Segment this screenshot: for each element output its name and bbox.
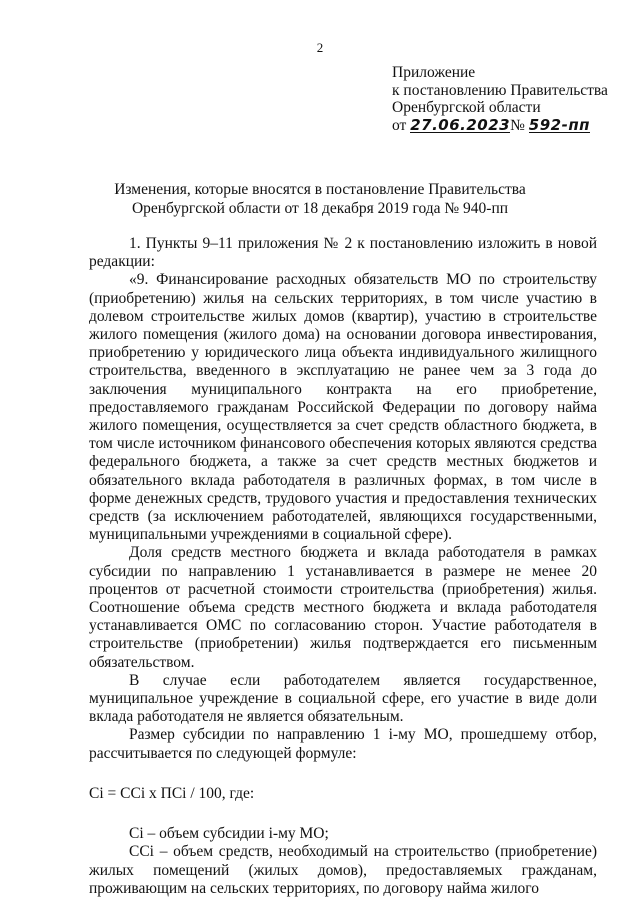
title-line-2: Оренбургской области от 18 декабря 2019 года № 940-пп: [131, 200, 509, 217]
paragraph-7: CCi – объем средств, необходимый на строительство (приобретение) жилых помещений (жилых домов), предоставляемых гражданам, проживающим на сельских территориях, по договору найма жилого: [89, 843, 597, 897]
handwritten-date: 27.06.2023: [410, 115, 511, 134]
number-prefix: №: [510, 116, 525, 134]
appendix-line-1: Приложение: [392, 64, 476, 81]
paragraph-1: 1. Пункты 9–11 приложения № 2 к постановлению изложить в новой редакции:: [89, 235, 597, 271]
appendix-block: [392, 64, 608, 134]
appendix-line-2: к постановлению Правительства: [392, 81, 608, 99]
paragraph-6: Ci – объем субсидии i-му МО;: [129, 825, 329, 843]
appendix-date-line: [392, 117, 608, 135]
appendix-line-3: Оренбургской области: [392, 99, 541, 116]
paragraph-4: В случае если работодателем является государственное, муниципальное учреждение в социальной сфере, его участие в виде доли вклада работодателя не является обязательным.: [89, 671, 597, 726]
document-title: [0, 180, 640, 218]
page-number: 2: [316, 40, 324, 55]
handwritten-number: 592-пп: [528, 115, 591, 134]
paragraph-2: «9. Финансирование расходных обязательств МО по строительству (приобретению) жилья на сельских территориях, в том числе участию в долевом строительстве жилых домов (квартир), участию в строительстве жилого помещения (жилого дома) на основании договора инвестирования, приобретению у юридического лица объекта индивидуального жилищного строительства, введенного в эксплуатацию не ранее чем за 3 года до заключения муниципального контракта на его приобретение, предоставляемого гражданам Российской Федерации по договору найма жилого помещения, осуществляется за счет средств областного бюджета, в том числе источником финансового обеспечения которых являются средства федерального бюджета, а также за счет средств местных бюджетов и обязательного вклада работодателя в различных формах, в том числе в форме денежных средств, трудового участия и предоставления технических средств (за исключением работодателей, являющихся государственными, муниципальными учреждениями в социальной сфере).: [89, 271, 597, 544]
formula: Ci = CCi x ПCi / 100, где:: [89, 784, 255, 802]
paragraph-5: Размер субсидии по направлению 1 i-му МО, прошедшему отбор, рассчитывается по следующей формуле:: [89, 726, 597, 762]
title-line-1: Изменения, которые вносятся в постановление Правительства: [114, 181, 526, 198]
paragraph-3: Доля средств местного бюджета и вклада работодателя в рамках субсидии по направлению 1 устанавливается в размере не менее 20 процентов от расчетной стоимости строительства (приобретения) жилья. Соотношение объема средств местного бюджета и вклада работодателя устанавливается ОМС по согласованию сторон. Участие работодателя в строительстве (приобретении) жилья подтверждается его письменным обязательством.: [89, 544, 597, 671]
document-body: [89, 235, 597, 898]
date-prefix: от: [392, 116, 407, 134]
